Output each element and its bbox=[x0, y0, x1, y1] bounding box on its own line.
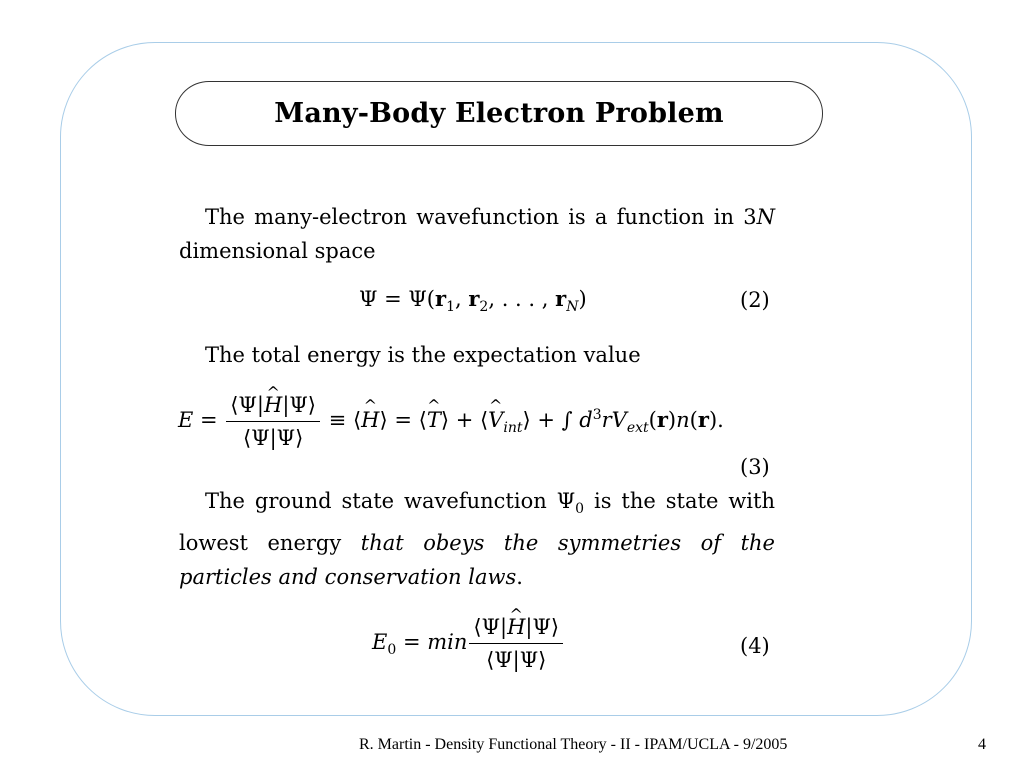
page-number: 4 bbox=[978, 736, 986, 753]
equation-2-label: (2) bbox=[740, 288, 770, 312]
para3-text-end: . bbox=[516, 565, 523, 590]
para2-text: The total energy is the expectation value bbox=[205, 343, 641, 367]
footer-citation: R. Martin - Density Functional Theory - II - IPAM/UCLA - 9/2005 bbox=[359, 736, 788, 753]
equation-3: E = $\frac{⟨\Psi|\^{} H|\Psi⟩}{⟨\Psi|\Psi⟩}$ ≡ ⟨^ H⟩ = ⟨^ T⟩ + ⟨^ $V_{int}⟩$ + ∫ $d^3rV_{ext}(r)n(r)$. bbox=[178, 392, 724, 451]
para3-italic: that obeys the symmetries of the particles and conservation laws bbox=[179, 531, 775, 590]
para3-sub: 0 bbox=[575, 501, 585, 518]
para3-text: The ground state wavefunction Ψ bbox=[205, 489, 576, 513]
equation-4-label: (4) bbox=[740, 634, 770, 658]
equation-3-label: (3) bbox=[740, 455, 770, 479]
para1-var-n: N bbox=[756, 205, 775, 229]
paragraph-wavefunction bbox=[179, 200, 775, 268]
para1-text-end: dimensional space bbox=[179, 239, 376, 263]
equation-4: $E_0 = \min$ $\frac{⟨\Psi|\^{} H|\Psi⟩}{⟨\Psi|\Psi⟩}$ bbox=[372, 614, 565, 673]
paragraph-energy bbox=[179, 338, 775, 372]
equation-4-min: min bbox=[427, 630, 468, 654]
equation-2: $\Psi = \Psi(r_1$, $r_2$, . . . , $r_N$) bbox=[359, 286, 587, 316]
para3-text-mid: is the state with lowest energy bbox=[179, 489, 775, 556]
para1-text: The many-electron wavefunction is a function in 3 bbox=[205, 205, 757, 229]
title-box bbox=[175, 81, 823, 146]
slide-title: Many-Body Electron Problem bbox=[274, 98, 724, 129]
paragraph-ground-state bbox=[179, 484, 775, 594]
